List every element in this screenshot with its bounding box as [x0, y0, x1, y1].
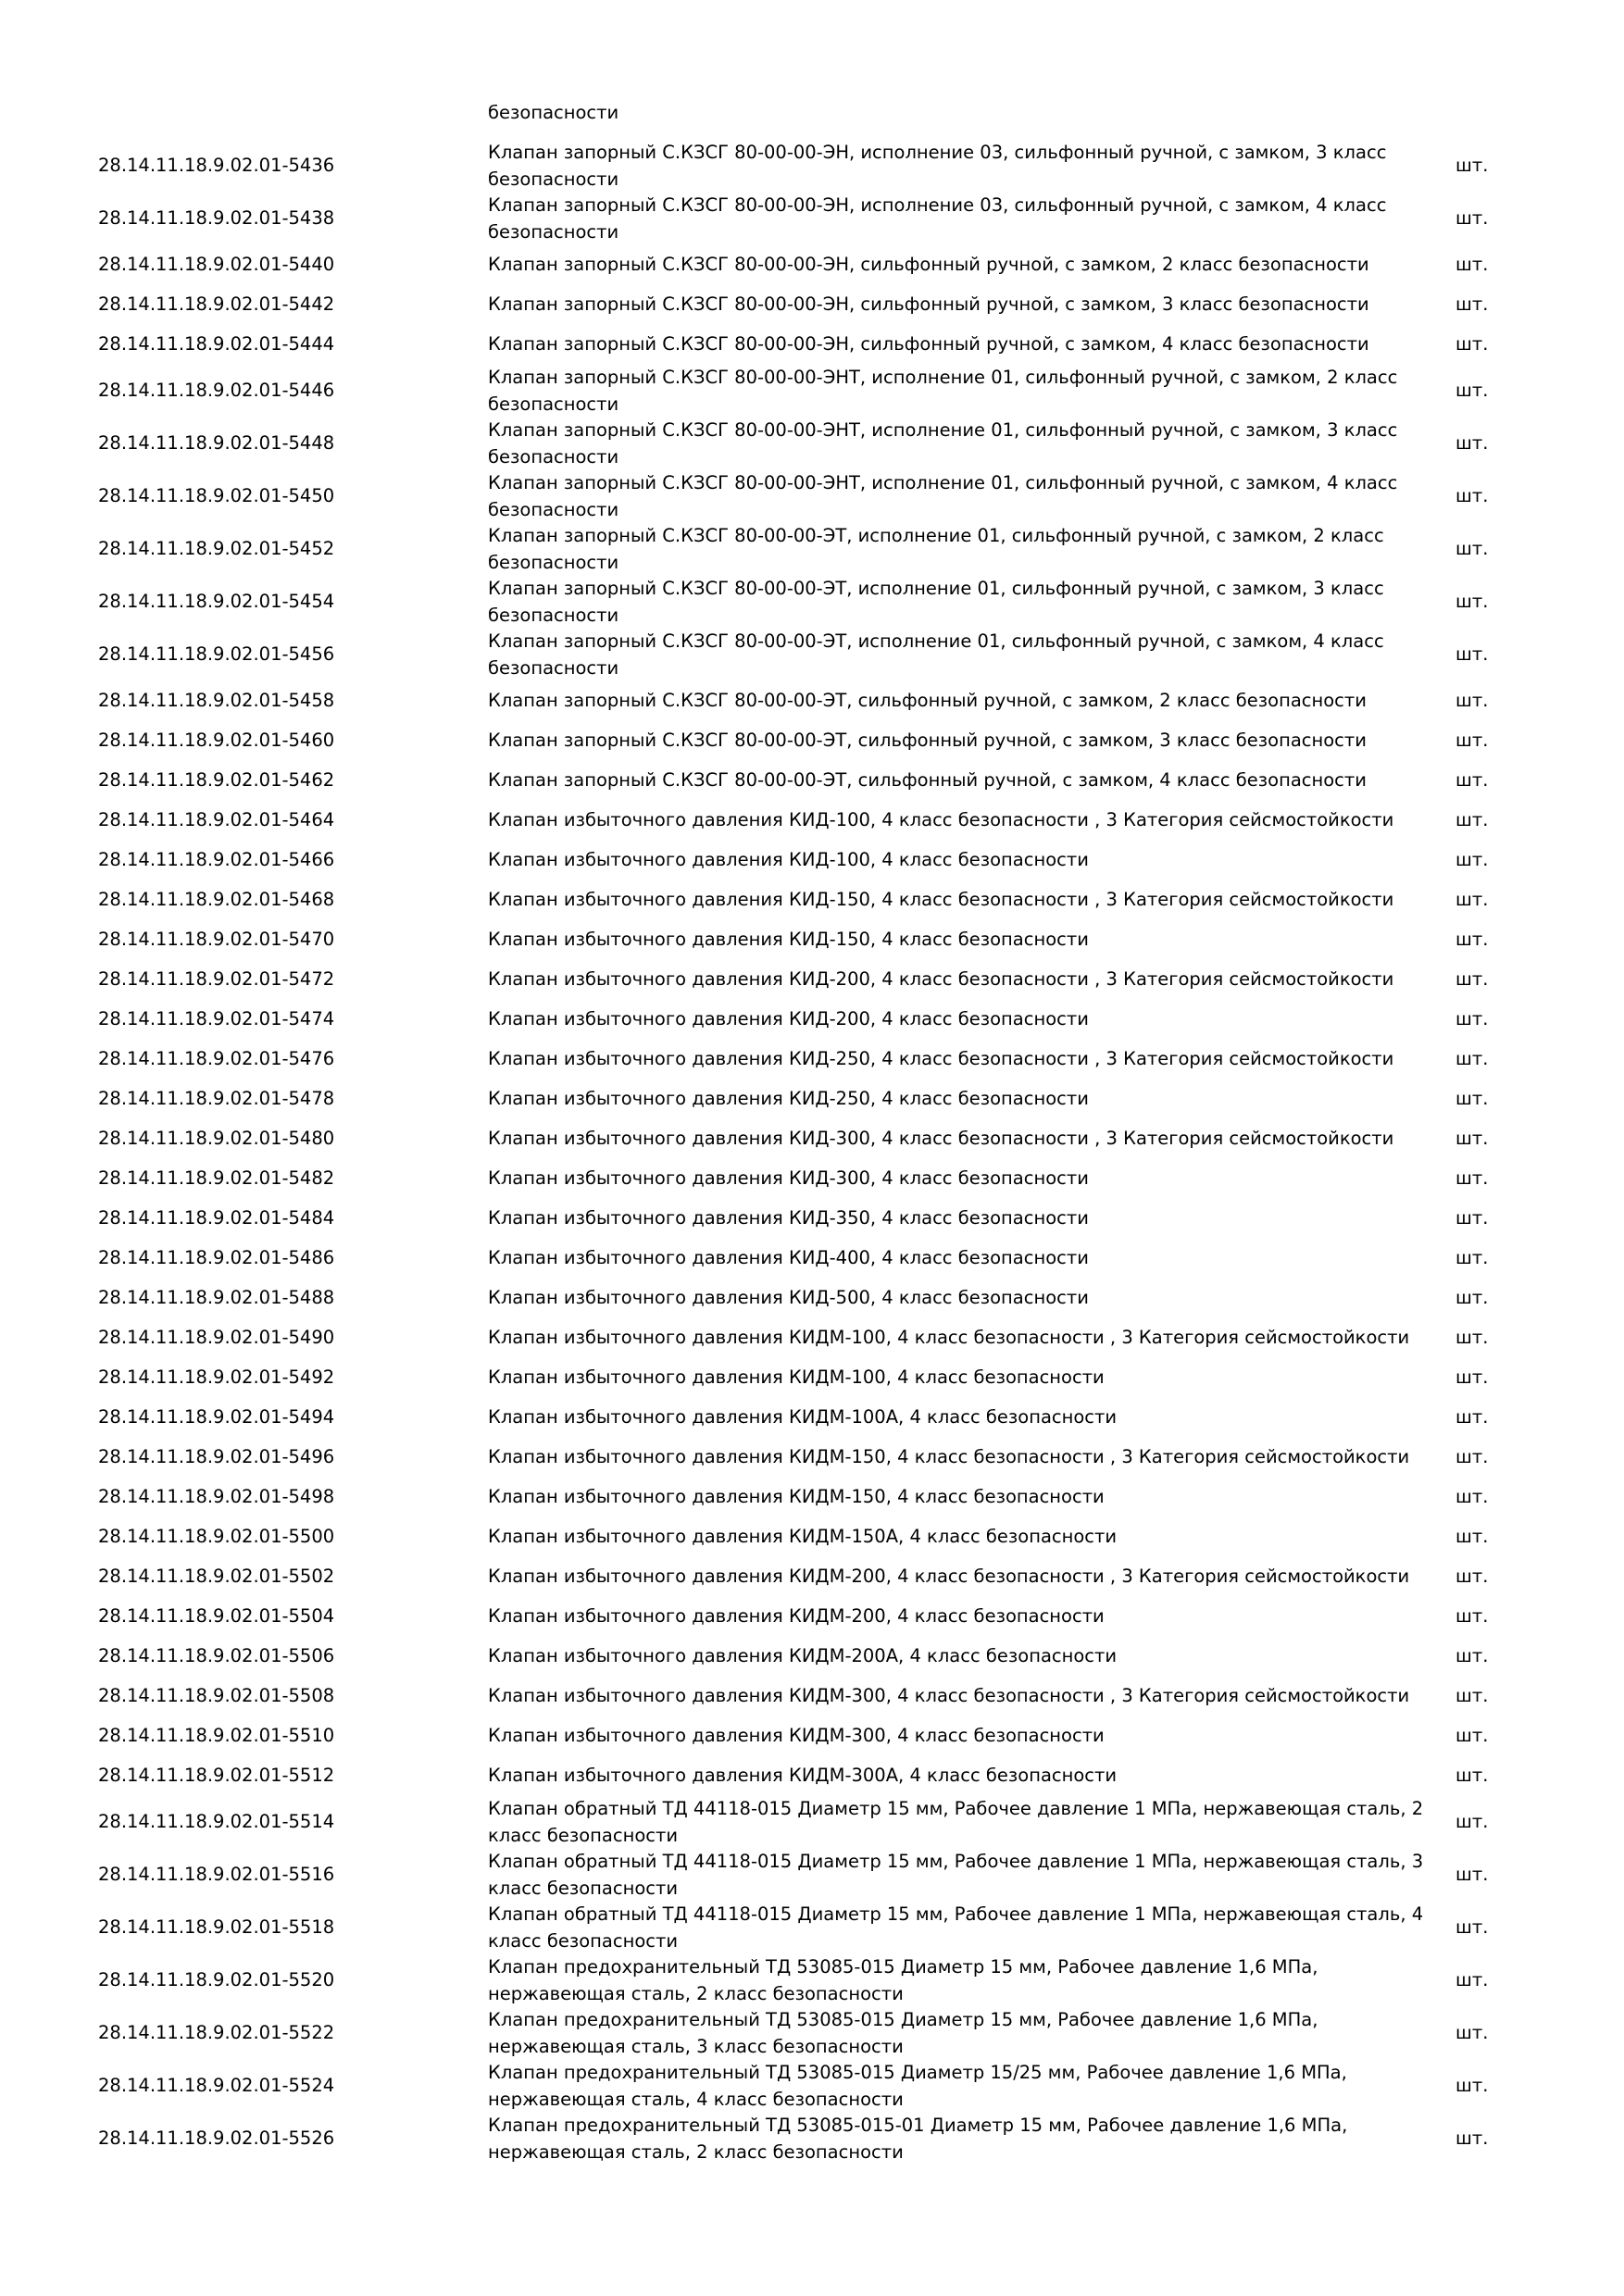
table-row	[0, 1677, 1624, 1716]
item-name: Клапан избыточного давления КИД-250, 4 класс безопасности	[488, 1088, 1089, 1110]
item-name: Клапан избыточного давления КИДМ-150, 4 класс безопасности , 3 Категория сейсмостойкости	[488, 1446, 1410, 1468]
item-code: 28.14.11.18.9.02.01-5440	[98, 254, 335, 276]
item-unit: шт.	[1455, 1128, 1489, 1150]
item-code: 28.14.11.18.9.02.01-5512	[98, 1765, 335, 1787]
item-unit: шт.	[1455, 809, 1489, 831]
item-name: Клапан избыточного давления КИД-200, 4 класс безопасности , 3 Категория сейсмостойкости	[488, 968, 1394, 991]
item-name: Клапан избыточного давления КИДМ-200, 4 класс безопасности	[488, 1605, 1105, 1628]
table-row	[0, 1796, 1624, 1849]
item-code: 28.14.11.18.9.02.01-5438	[98, 207, 335, 230]
item-code: 28.14.11.18.9.02.01-5502	[98, 1566, 335, 1588]
item-code: 28.14.11.18.9.02.01-5490	[98, 1327, 335, 1349]
item-unit: шт.	[1455, 1207, 1489, 1229]
item-code: 28.14.11.18.9.02.01-5458	[98, 690, 335, 712]
item-name: Клапан избыточного давления КИДМ-100А, 4 класс безопасности	[488, 1406, 1118, 1429]
table-row	[0, 1318, 1624, 1358]
item-unit: шт.	[1455, 849, 1489, 871]
item-code: 28.14.11.18.9.02.01-5510	[98, 1725, 335, 1747]
item-code: 28.14.11.18.9.02.01-5524	[98, 2075, 335, 2097]
item-unit: шт.	[1455, 690, 1489, 712]
item-unit: шт.	[1455, 333, 1489, 356]
table-row	[0, 365, 1624, 418]
item-unit: шт.	[1455, 2075, 1489, 2097]
item-name: Клапан избыточного давления КИДМ-200, 4 класс безопасности , 3 Категория сейсмостойкости	[488, 1566, 1410, 1588]
table-row	[0, 1199, 1624, 1239]
table-row	[0, 470, 1624, 523]
table-row	[0, 418, 1624, 470]
item-name: Клапан запорный С.КЗСГ 80-00-00-ЭНТ, исполнение 01, сильфонный ручной, с замком, 2 класс безопасности	[488, 367, 1398, 415]
table-row	[0, 1239, 1624, 1279]
table-row	[0, 960, 1624, 1000]
item-code: 28.14.11.18.9.02.01-5448	[98, 432, 335, 455]
item-code: 28.14.11.18.9.02.01-5462	[98, 769, 335, 792]
table-row	[0, 1040, 1624, 1079]
item-name: Клапан избыточного давления КИД-150, 4 класс безопасности , 3 Категория сейсмостойкости	[488, 889, 1394, 911]
item-name: Клапан обратный ТД 44118-015 Диаметр 15 мм, Рабочее давление 1 МПа, нержавеющая сталь, 2 класс безопасности	[488, 1798, 1424, 1846]
item-unit: шт.	[1455, 643, 1489, 666]
table-row	[0, 245, 1624, 285]
item-name: Клапан запорный С.КЗСГ 80-00-00-ЭТ, исполнение 01, сильфонный ручной, с замком, 2 класс безопасности	[488, 525, 1384, 573]
item-unit: шт.	[1455, 485, 1489, 507]
item-unit: шт.	[1455, 889, 1489, 911]
table-row	[0, 523, 1624, 576]
table-row	[0, 193, 1624, 245]
item-code: 28.14.11.18.9.02.01-5488	[98, 1287, 335, 1309]
item-code: 28.14.11.18.9.02.01-5460	[98, 730, 335, 752]
item-code: 28.14.11.18.9.02.01-5492	[98, 1366, 335, 1389]
table-row	[0, 1398, 1624, 1438]
table-row	[0, 576, 1624, 629]
item-unit: шт.	[1455, 769, 1489, 792]
item-unit: шт.	[1455, 1864, 1489, 1886]
item-code: 28.14.11.18.9.02.01-5464	[98, 809, 335, 831]
item-code: 28.14.11.18.9.02.01-5446	[98, 380, 335, 402]
table-row	[0, 681, 1624, 721]
table-row	[0, 1637, 1624, 1677]
item-unit: шт.	[1455, 1247, 1489, 1269]
item-unit: шт.	[1455, 1765, 1489, 1787]
table-row	[0, 801, 1624, 841]
item-unit: шт.	[1455, 1446, 1489, 1468]
table-row	[0, 2007, 1624, 2060]
item-unit: шт.	[1455, 1566, 1489, 1588]
item-code: 28.14.11.18.9.02.01-5504	[98, 1605, 335, 1628]
table-row	[0, 1119, 1624, 1159]
item-code: 28.14.11.18.9.02.01-5508	[98, 1685, 335, 1707]
item-code: 28.14.11.18.9.02.01-5470	[98, 929, 335, 951]
item-code: 28.14.11.18.9.02.01-5484	[98, 1207, 335, 1229]
price-list-table	[0, 140, 1624, 2165]
table-row	[0, 1902, 1624, 1954]
table-row	[0, 1849, 1624, 1902]
table-row	[0, 140, 1624, 193]
table-row	[0, 721, 1624, 761]
item-unit: шт.	[1455, 1366, 1489, 1389]
item-code: 28.14.11.18.9.02.01-5494	[98, 1406, 335, 1429]
item-code: 28.14.11.18.9.02.01-5472	[98, 968, 335, 991]
item-name: Клапан запорный С.КЗСГ 80-00-00-ЭТ, исполнение 01, сильфонный ручной, с замком, 3 класс безопасности	[488, 578, 1384, 626]
item-code: 28.14.11.18.9.02.01-5442	[98, 293, 335, 316]
table-row	[0, 1517, 1624, 1557]
table-row	[0, 761, 1624, 801]
table-row	[0, 1279, 1624, 1318]
item-unit: шт.	[1455, 380, 1489, 402]
item-unit: шт.	[1455, 730, 1489, 752]
item-code: 28.14.11.18.9.02.01-5500	[98, 1526, 335, 1548]
item-code: 28.14.11.18.9.02.01-5468	[98, 889, 335, 911]
item-name: Клапан предохранительный ТД 53085-015-01 Диаметр 15 мм, Рабочее давление 1,6 МПа, нержавеющая сталь, 2 класс безопасности	[488, 2115, 1348, 2163]
table-row	[0, 1756, 1624, 1796]
table-row	[0, 1159, 1624, 1199]
item-name: Клапан избыточного давления КИД-300, 4 класс безопасности	[488, 1167, 1089, 1190]
item-code: 28.14.11.18.9.02.01-5444	[98, 333, 335, 356]
item-name: Клапан избыточного давления КИДМ-200А, 4 класс безопасности	[488, 1645, 1118, 1667]
item-code: 28.14.11.18.9.02.01-5518	[98, 1916, 335, 1939]
item-code: 28.14.11.18.9.02.01-5496	[98, 1446, 335, 1468]
item-code: 28.14.11.18.9.02.01-5482	[98, 1167, 335, 1190]
item-unit: шт.	[1455, 1287, 1489, 1309]
item-name: Клапан запорный С.КЗСГ 80-00-00-ЭН, исполнение 03, сильфонный ручной, с замком, 4 класс безопасности	[488, 194, 1387, 243]
item-unit: шт.	[1455, 1167, 1489, 1190]
item-name: Клапан предохранительный ТД 53085-015 Диаметр 15 мм, Рабочее давление 1,6 МПа, нержавеющая сталь, 3 класс безопасности	[488, 2009, 1318, 2057]
item-unit: шт.	[1455, 1526, 1489, 1548]
item-code: 28.14.11.18.9.02.01-5436	[98, 155, 335, 177]
table-row	[0, 1597, 1624, 1637]
item-unit: шт.	[1455, 1645, 1489, 1667]
table-row	[0, 2113, 1624, 2165]
item-name: Клапан запорный С.КЗСГ 80-00-00-ЭН, сильфонный ручной, с замком, 4 класс безопасности	[488, 333, 1369, 356]
table-row	[0, 285, 1624, 325]
item-name: Клапан избыточного давления КИДМ-300, 4 класс безопасности , 3 Категория сейсмостойкости	[488, 1685, 1410, 1707]
table-row	[0, 1557, 1624, 1597]
item-code: 28.14.11.18.9.02.01-5452	[98, 538, 335, 560]
item-name: Клапан избыточного давления КИДМ-300А, 4 класс безопасности	[488, 1765, 1118, 1787]
item-name: Клапан запорный С.КЗСГ 80-00-00-ЭТ, исполнение 01, сильфонный ручной, с замком, 4 класс безопасности	[488, 630, 1384, 679]
item-unit: шт.	[1455, 293, 1489, 316]
item-unit: шт.	[1455, 1327, 1489, 1349]
item-unit: шт.	[1455, 538, 1489, 560]
item-name: Клапан избыточного давления КИД-300, 4 класс безопасности , 3 Категория сейсмостойкости	[488, 1128, 1394, 1150]
item-unit: шт.	[1455, 1685, 1489, 1707]
table-row	[0, 1716, 1624, 1756]
item-code: 28.14.11.18.9.02.01-5456	[98, 643, 335, 666]
item-unit: шт.	[1455, 1486, 1489, 1508]
table-row	[0, 1478, 1624, 1517]
item-name: Клапан запорный С.КЗСГ 80-00-00-ЭНТ, исполнение 01, сильфонный ручной, с замком, 3 класс безопасности	[488, 419, 1398, 468]
table-row	[0, 841, 1624, 880]
item-unit: шт.	[1455, 1008, 1489, 1030]
item-name: Клапан запорный С.КЗСГ 80-00-00-ЭТ, сильфонный ручной, с замком, 2 класс безопасности	[488, 690, 1367, 712]
item-code: 28.14.11.18.9.02.01-5450	[98, 485, 335, 507]
item-name: Клапан запорный С.КЗСГ 80-00-00-ЭНТ, исполнение 01, сильфонный ручной, с замком, 4 класс безопасности	[488, 472, 1398, 520]
item-code: 28.14.11.18.9.02.01-5486	[98, 1247, 335, 1269]
table-row	[0, 880, 1624, 920]
item-name: Клапан избыточного давления КИД-500, 4 класс безопасности	[488, 1287, 1089, 1309]
item-name: Клапан избыточного давления КИДМ-300, 4 класс безопасности	[488, 1725, 1105, 1747]
table-row	[0, 2060, 1624, 2113]
item-unit: шт.	[1455, 1725, 1489, 1747]
item-name: Клапан запорный С.КЗСГ 80-00-00-ЭН, сильфонный ручной, с замком, 3 класс безопасности	[488, 293, 1369, 316]
item-code: 28.14.11.18.9.02.01-5526	[98, 2128, 335, 2150]
item-unit: шт.	[1455, 2022, 1489, 2044]
table-row	[0, 325, 1624, 365]
item-name: Клапан избыточного давления КИДМ-100, 4 класс безопасности	[488, 1366, 1105, 1389]
item-name: Клапан избыточного давления КИДМ-100, 4 класс безопасности , 3 Категория сейсмостойкости	[488, 1327, 1410, 1349]
item-unit: шт.	[1455, 1406, 1489, 1429]
item-code: 28.14.11.18.9.02.01-5454	[98, 591, 335, 613]
item-name: Клапан избыточного давления КИД-350, 4 класс безопасности	[488, 1207, 1089, 1229]
table-row	[0, 629, 1624, 681]
item-unit: шт.	[1455, 1605, 1489, 1628]
item-unit: шт.	[1455, 1088, 1489, 1110]
item-code: 28.14.11.18.9.02.01-5476	[98, 1048, 335, 1070]
item-unit: шт.	[1455, 1916, 1489, 1939]
table-row	[0, 1079, 1624, 1119]
item-name: Клапан обратный ТД 44118-015 Диаметр 15 мм, Рабочее давление 1 МПа, нержавеющая сталь, 3 класс безопасности	[488, 1851, 1424, 1899]
item-code: 28.14.11.18.9.02.01-5506	[98, 1645, 335, 1667]
item-unit: шт.	[1455, 2128, 1489, 2150]
item-unit: шт.	[1455, 155, 1489, 177]
item-name: Клапан запорный С.КЗСГ 80-00-00-ЭН, исполнение 03, сильфонный ручной, с замком, 3 класс безопасности	[488, 142, 1387, 190]
item-name: Клапан запорный С.КЗСГ 80-00-00-ЭТ, сильфонный ручной, с замком, 3 класс безопасности	[488, 730, 1367, 752]
item-code: 28.14.11.18.9.02.01-5514	[98, 1811, 335, 1833]
item-code: 28.14.11.18.9.02.01-5466	[98, 849, 335, 871]
item-name: Клапан предохранительный ТД 53085-015 Диаметр 15/25 мм, Рабочее давление 1,6 МПа, нержавеющая сталь, 4 класс безопасности	[488, 2062, 1347, 2110]
item-name: Клапан избыточного давления КИДМ-150А, 4 класс безопасности	[488, 1526, 1118, 1548]
item-code: 28.14.11.18.9.02.01-5522	[98, 2022, 335, 2044]
item-unit: шт.	[1455, 1048, 1489, 1070]
item-unit: шт.	[1455, 1811, 1489, 1833]
table-row	[0, 920, 1624, 960]
item-name: Клапан избыточного давления КИД-100, 4 класс безопасности	[488, 849, 1089, 871]
item-unit: шт.	[1455, 1969, 1489, 1991]
item-name: Клапан избыточного давления КИД-400, 4 класс безопасности	[488, 1247, 1089, 1269]
item-code: 28.14.11.18.9.02.01-5480	[98, 1128, 335, 1150]
item-name: Клапан предохранительный ТД 53085-015 Диаметр 15 мм, Рабочее давление 1,6 МПа, нержавеющая сталь, 2 класс безопасности	[488, 1956, 1318, 2004]
item-unit: шт.	[1455, 254, 1489, 276]
item-unit: шт.	[1455, 591, 1489, 613]
item-unit: шт.	[1455, 929, 1489, 951]
item-name: Клапан запорный С.КЗСГ 80-00-00-ЭН, сильфонный ручной, с замком, 2 класс безопасности	[488, 254, 1369, 276]
item-unit: шт.	[1455, 432, 1489, 455]
item-code: 28.14.11.18.9.02.01-5478	[98, 1088, 335, 1110]
item-name: Клапан избыточного давления КИД-150, 4 класс безопасности	[488, 929, 1089, 951]
table-row	[0, 1358, 1624, 1398]
continuation-text: безопасности	[488, 102, 619, 123]
item-unit: шт.	[1455, 968, 1489, 991]
table-row	[0, 1000, 1624, 1040]
item-code: 28.14.11.18.9.02.01-5520	[98, 1969, 335, 1991]
item-code: 28.14.11.18.9.02.01-5516	[98, 1864, 335, 1886]
item-code: 28.14.11.18.9.02.01-5474	[98, 1008, 335, 1030]
item-name: Клапан избыточного давления КИД-100, 4 класс безопасности , 3 Категория сейсмостойкости	[488, 809, 1394, 831]
table-row	[0, 1438, 1624, 1478]
item-code: 28.14.11.18.9.02.01-5498	[98, 1486, 335, 1508]
item-name: Клапан запорный С.КЗСГ 80-00-00-ЭТ, сильфонный ручной, с замком, 4 класс безопасности	[488, 769, 1367, 792]
item-unit: шт.	[1455, 207, 1489, 230]
item-name: Клапан избыточного давления КИД-200, 4 класс безопасности	[488, 1008, 1089, 1030]
item-name: Клапан избыточного давления КИД-250, 4 класс безопасности , 3 Категория сейсмостойкости	[488, 1048, 1394, 1070]
item-name: Клапан обратный ТД 44118-015 Диаметр 15 мм, Рабочее давление 1 МПа, нержавеющая сталь, 4 класс безопасности	[488, 1903, 1424, 1952]
item-name: Клапан избыточного давления КИДМ-150, 4 класс безопасности	[488, 1486, 1105, 1508]
table-row	[0, 1954, 1624, 2007]
